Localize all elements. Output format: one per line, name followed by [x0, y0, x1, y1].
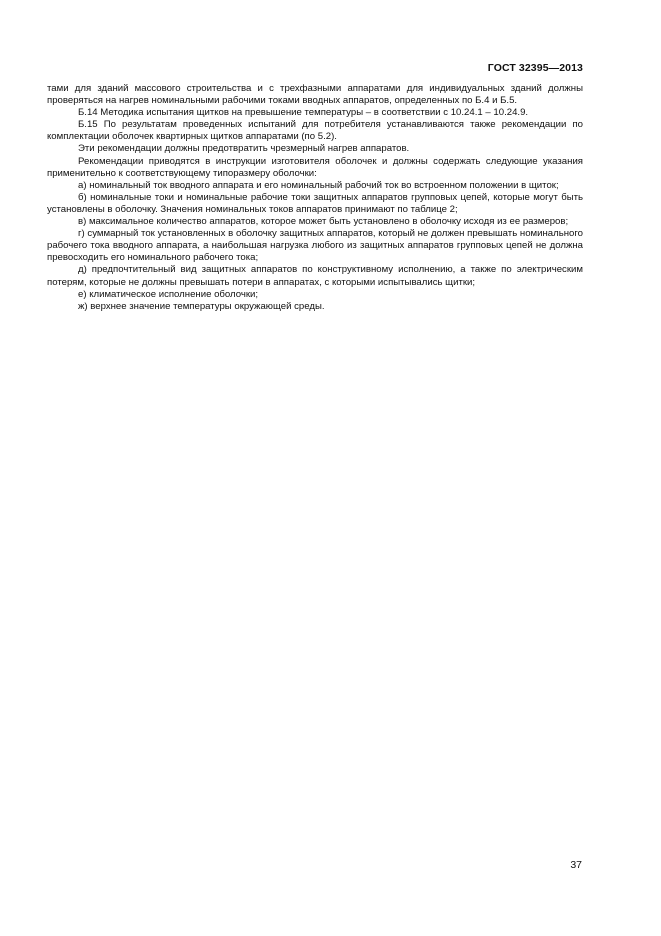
document-header-id: ГОСТ 32395—2013	[487, 62, 583, 74]
list-item-a: а) номинальный ток вводного аппарата и его номинальный рабочий ток во встроенном положении в щиток;	[78, 179, 559, 191]
list-item-zh: ж) верхнее значение температуры окружающей среды.	[78, 300, 325, 312]
paragraph-continuation: тами для зданий массового строительства и с трехфазными аппаратами для индивидуальных зданий должны проверяться на нагрев номинальными рабочими токами вводных аппаратов, определенных по Б.4 и Б.5.	[47, 83, 583, 107]
paragraph-recommendations-purpose: Эти рекомендации должны предотвратить чрезмерный нагрев аппаратов.	[78, 143, 410, 155]
list-item-d: д) предпочтительный вид защитных аппаратов по конструктивному исполнению, а также по электрическим потерям, которые не должны превышать потери в аппаратах, с которыми испытывались щитки;	[47, 264, 583, 288]
list-item-v: в) максимальное количество аппаратов, которое может быть установлено в оболочку исходя из ее размеров;	[78, 216, 569, 228]
paragraph-recommendations-intro: Рекомендации приводятся в инструкции изготовителя оболочек и должны содержать следующие указания применительно к соответствующему типоразмеру оболочки:	[47, 155, 583, 179]
paragraph-b14: Б.14 Методика испытания щитков на превышение температуры – в соответствии с 10.24.1 – 10.24.9.	[78, 107, 529, 119]
document-body	[47, 83, 583, 313]
page-number: 37	[570, 859, 582, 871]
list-item-b: б) номинальные токи и номинальные рабочие токи защитных аппаратов групповых цепей, которые могут быть установлены в оболочку. Значения номинальных токов аппаратов принимают по таблице 2;	[47, 191, 583, 215]
list-item-e: е) климатическое исполнение оболочки;	[78, 288, 259, 300]
list-item-g: г) суммарный ток установленных в оболочку защитных аппаратов, который не должен превышать номинального рабочего тока вводного аппарата, а наибольшая нагрузка любого из защитных аппаратов групповых цепей не должна превосходить его номинального рабочего тока;	[47, 228, 583, 264]
paragraph-b15: Б.15 По результатам проведенных испытаний для потребителя устанавливаются также рекомендации по комплектации оболочек квартирных щитков аппаратами (по 5.2).	[47, 119, 583, 143]
